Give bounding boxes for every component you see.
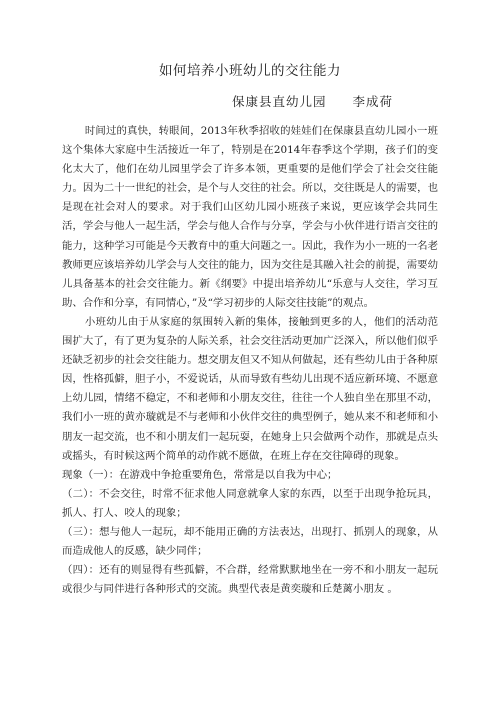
document-body xyxy=(62,122,438,599)
paragraph-intro: 时间过的真快，转眼间，2013年秋季招收的娃娃们在保康县直幼儿园小一班这个集体大家庭中生活接近一年了，特别是在2014年春季这个学期，孩子们的变化太大了，他们在幼儿园里学会了许多本领，更重要的是他们学会了社会交往能力。因为二十一世纪的社会，是个与人交往的社会。所以，交往既是人的需要，也是现在社会对人的要求。对于我们山区幼儿园小班孩子来说，更应该学会共同生活，学会与他人一起生活，学会与他人合作与分享，学会与小伙伴进行语言交往的能力，这种学习可能是今天教育中的重大问题之一。因此，我作为小一班的一名老教师更应该培养幼儿学会与人交往的能力，因为交往是其融入社会的前提，需要幼儿具备基本的社会交往能力。新《纲要》中提出培养幼儿“乐意与人交往，学习互助、合作和分享，有同情心，”及“学习初步的人际交往技能”的观点。 xyxy=(62,125,438,309)
author-name: 李成荷 xyxy=(352,94,394,109)
paragraph-background: 小班幼儿由于从家庭的氛围转入新的集体，接触到更多的人，他们的活动范围扩大了，有了更为复杂的人际关系，社会交往活动更加广泛深入，所以他们似乎还缺乏初步的社会交往能力。想交朋友但又不知从何做起，还有些幼儿由于各种原因，性格孤僻，胆子小，不爱说话，从而导致有些幼儿出现不适应新环境、不愿意上幼儿园，情绪不稳定，不和老师和小朋友交往，往往一个人独自坐在那里不动，我们小一班的黄亦璇就是不与老师和小伙伴交往的典型例子，她从来不和老师和小朋友一起交流，也不和小朋友们一起玩耍，在她身上只会做两个动作，那就是点头或摇头，有时候这两个简单的动作就不愿做，在班上存在交往障碍的现象。 xyxy=(62,315,438,462)
phenomenon-item-3: （三）：想与他人一起玩，却不能用正确的方法表达，出现打、抓别人的现象，从而造成他人的反感，缺少同伴； xyxy=(62,525,438,558)
phenomenon-item-4: （四）：还有的则显得有些孤僻，不合群，经常默默地坐在一旁不和小朋友一起玩或很少与同伴进行各种形式的交流。典型代表是黄奕璇和丘楚蓠小朋友 。 xyxy=(62,564,438,596)
author-byline xyxy=(232,94,393,110)
phenomenon-item-1: 现象（一）：在游戏中争抢重要角色，常常是以自我为中心； xyxy=(62,468,338,481)
phenomenon-item-2: （二）：不会交往，时常不征求他人同意就拿人家的东西，以至于出现争抢玩具，抓人、打人、咬人的现象； xyxy=(62,487,438,519)
author-organization: 保康县直幼儿园 xyxy=(232,94,327,109)
document-title: 如何培养小班幼儿的交往能力 xyxy=(159,63,341,79)
